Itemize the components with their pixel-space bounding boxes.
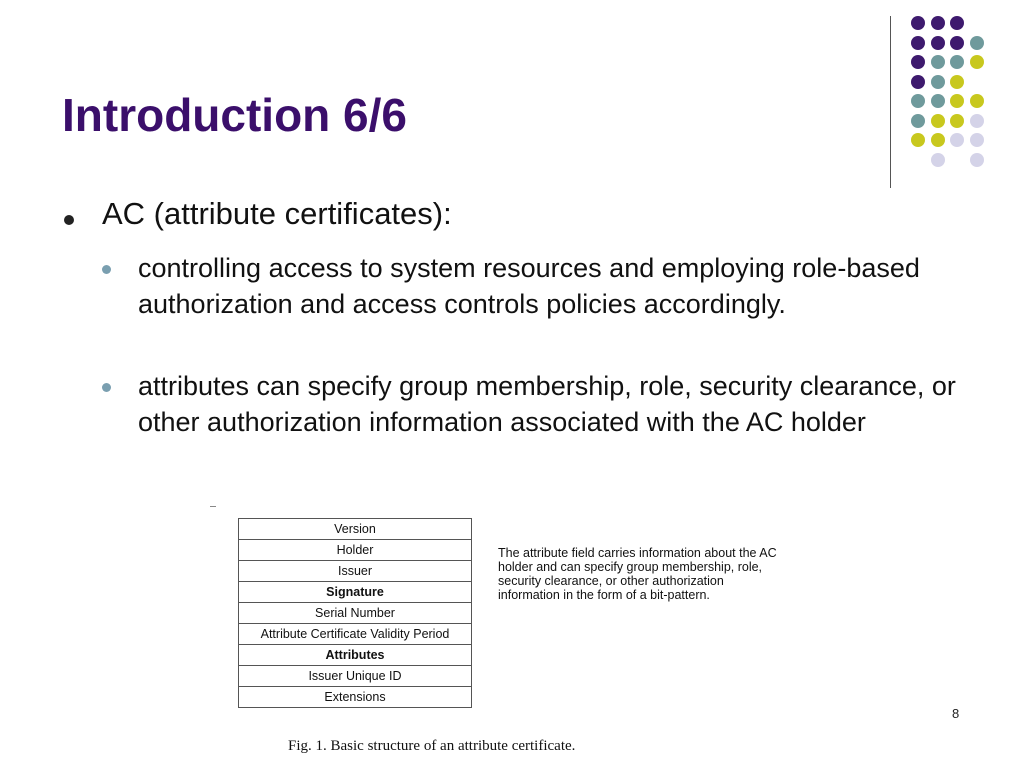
decorative-dot bbox=[931, 36, 945, 50]
table-cell: Signature bbox=[239, 582, 472, 603]
decorative-dot bbox=[911, 94, 925, 108]
table-cell: Holder bbox=[239, 540, 472, 561]
decorative-dot bbox=[950, 75, 964, 89]
bullet-dot-icon bbox=[102, 265, 111, 274]
table-cell: Extensions bbox=[239, 687, 472, 708]
decorative-dot bbox=[970, 133, 984, 147]
decorative-dot bbox=[970, 153, 984, 167]
bullet-sub-1-text: controlling access to system resources and employing role-based authorization and access controls policies accordingly. bbox=[138, 253, 920, 319]
table-row bbox=[239, 540, 472, 561]
decorative-dot bbox=[931, 55, 945, 69]
decorative-dot bbox=[911, 133, 925, 147]
decorative-dot bbox=[970, 55, 984, 69]
attribute-certificate-structure-table bbox=[238, 518, 472, 708]
decorative-dot bbox=[931, 94, 945, 108]
decorative-dot bbox=[950, 36, 964, 50]
table-row bbox=[239, 561, 472, 582]
decorative-dot bbox=[911, 36, 925, 50]
decorative-dot bbox=[931, 153, 945, 167]
decorative-dot bbox=[950, 55, 964, 69]
decorative-dot bbox=[950, 16, 964, 30]
page-number: 8 bbox=[952, 706, 960, 721]
table-row bbox=[239, 603, 472, 624]
bullet-sub-2-text: attributes can specify group membership, role, security clearance, or other authorization information associated with the AC holder bbox=[138, 371, 956, 437]
decorative-dot bbox=[931, 75, 945, 89]
decorative-dot bbox=[950, 94, 964, 108]
bullet-dot-icon bbox=[64, 215, 74, 225]
table-cell: Attribute Certificate Validity Period bbox=[239, 624, 472, 645]
decorative-dot bbox=[950, 133, 964, 147]
decorative-dot bbox=[970, 36, 984, 50]
scan-mark bbox=[210, 506, 216, 507]
bullet-dot-icon bbox=[102, 383, 111, 392]
table-cell: Issuer bbox=[239, 561, 472, 582]
table-cell: Issuer Unique ID bbox=[239, 666, 472, 687]
table-cell: Version bbox=[239, 519, 472, 540]
decorative-dot bbox=[911, 55, 925, 69]
table-row bbox=[239, 624, 472, 645]
decorative-dot bbox=[970, 114, 984, 128]
decorative-dot bbox=[970, 94, 984, 108]
table-row bbox=[239, 519, 472, 540]
figure-caption: Fig. 1. Basic structure of an attribute certificate. bbox=[288, 738, 576, 754]
table-cell: Serial Number bbox=[239, 603, 472, 624]
decorative-dot bbox=[911, 114, 925, 128]
decorative-dot bbox=[950, 114, 964, 128]
table-row bbox=[239, 582, 472, 603]
table-row bbox=[239, 666, 472, 687]
bullet-main-text: AC (attribute certificates): bbox=[102, 196, 452, 231]
table-row bbox=[239, 687, 472, 708]
decorative-dot bbox=[911, 16, 925, 30]
figure-note: The attribute field carries information about the AC holder and can specify group membership, role, security clearance, or other authorization information in the form of a bit-pattern. bbox=[498, 546, 777, 602]
table-cell: Attributes bbox=[239, 645, 472, 666]
decorative-dot bbox=[911, 75, 925, 89]
slide-title: Introduction 6/6 bbox=[62, 89, 407, 141]
decorative-dot bbox=[931, 16, 945, 30]
table-row bbox=[239, 645, 472, 666]
divider-line bbox=[890, 16, 891, 188]
decorative-dot bbox=[931, 114, 945, 128]
decorative-dot bbox=[931, 133, 945, 147]
